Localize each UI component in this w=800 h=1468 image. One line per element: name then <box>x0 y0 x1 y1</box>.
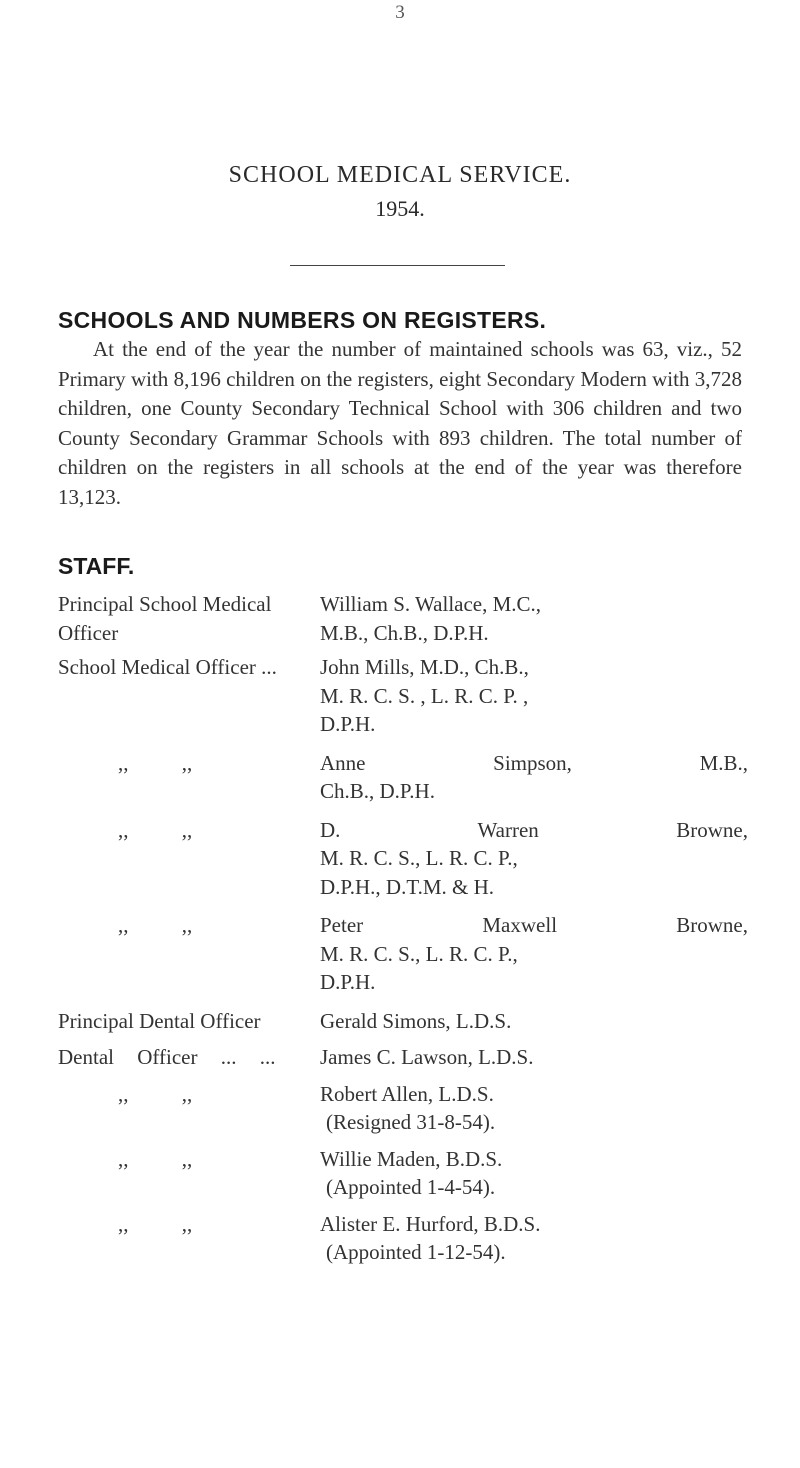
name-line: M. R. C. S. , L. R. C. P. , <box>320 683 529 708</box>
name-line: Peter Maxwell Browne, <box>320 913 748 937</box>
staff-name <box>320 590 748 647</box>
name-line: M. R. C. S., L. R. C. P., <box>320 941 518 966</box>
role-line: Officer <box>58 620 119 645</box>
staff-name <box>320 1043 748 1072</box>
staff-name <box>320 816 748 902</box>
name-note: (Resigned 31-8-54). <box>326 1110 496 1134</box>
schools-heading: SCHOOLS AND NUMBERS ON REGISTERS. <box>58 307 547 333</box>
staff-role <box>58 590 320 647</box>
schools-paragraph: At the end of the year the number of maintained schools was 63, viz., 52 Primary with 8,196 children on the registers, eight Secondary Modern with 3,728 children, one County Secondary Technical School with 306 children and two County Secondary Grammar Schools with 893 children. The total number of children on the registers in all schools at the end of the year was therefore 13,123. <box>58 337 742 509</box>
page-number: 3 <box>395 2 405 23</box>
staff-name <box>320 1007 748 1036</box>
page-title: SCHOOL MEDICAL SERVICE. <box>228 162 572 188</box>
name-line: Robert Allen, L.D.S. <box>320 1081 494 1106</box>
staff-name <box>320 749 748 806</box>
staff-entry <box>58 911 748 997</box>
name-line: William S. Wallace, M.C., <box>320 592 542 616</box>
role-line: Dental Officer ... ... <box>58 1045 276 1069</box>
ditto-mark: ,, ,, <box>118 1081 193 1106</box>
staff-role <box>58 1043 320 1072</box>
staff-role <box>58 911 320 997</box>
staff-role <box>58 1145 320 1202</box>
staff-entry <box>58 1080 748 1137</box>
name-line: Willie Maden, B.D.S. <box>320 1146 503 1171</box>
role-line: Principal Dental Officer <box>58 1008 261 1033</box>
staff-list <box>58 590 748 1277</box>
name-line: D.P.H. <box>320 712 376 736</box>
staff-heading: STAFF. <box>58 553 135 579</box>
staff-entry <box>58 1145 748 1202</box>
role-line: School Medical Officer ... <box>58 655 277 679</box>
staff-name <box>320 653 748 739</box>
staff-entry <box>58 590 748 647</box>
name-note: (Appointed 1-4-54). <box>326 1175 496 1199</box>
staff-role <box>58 653 320 739</box>
ditto-mark: ,, ,, <box>118 1211 193 1236</box>
ditto-mark: ,, ,, <box>118 750 193 775</box>
staff-entry <box>58 816 748 902</box>
divider-rule <box>290 265 505 266</box>
staff-role <box>58 1007 320 1036</box>
staff-entry <box>58 1043 748 1072</box>
page-year: 1954. <box>375 196 425 221</box>
ditto-mark: ,, ,, <box>118 1146 193 1171</box>
staff-entry <box>58 1007 748 1036</box>
staff-role <box>58 816 320 902</box>
name-note: (Appointed 1-12-54). <box>326 1240 506 1264</box>
role-line: Principal School Medical <box>58 592 272 616</box>
staff-role <box>58 1080 320 1137</box>
name-line: M. R. C. S., L. R. C. P., <box>320 846 518 870</box>
staff-entry <box>58 749 748 806</box>
ditto-mark: ,, ,, <box>118 817 193 842</box>
name-line: D.P.H., D.T.M. & H. <box>320 874 495 899</box>
staff-name <box>320 1080 748 1137</box>
staff-name <box>320 1210 748 1267</box>
staff-name <box>320 911 748 997</box>
staff-entry <box>58 653 748 739</box>
name-line: Anne Simpson, M.B., <box>320 750 748 775</box>
staff-name <box>320 1145 748 1202</box>
name-line: Ch.B., D.P.H. <box>320 779 435 803</box>
name-line: John Mills, M.D., Ch.B., <box>320 655 529 679</box>
name-line: D.P.H. <box>320 970 376 994</box>
name-line: D. Warren Browne, <box>320 817 748 842</box>
ditto-mark: ,, ,, <box>118 913 193 937</box>
name-line: Gerald Simons, L.D.S. <box>320 1008 512 1033</box>
name-line: James C. Lawson, L.D.S. <box>320 1045 534 1069</box>
staff-role <box>58 749 320 806</box>
name-line: M.B., Ch.B., D.P.H. <box>320 620 489 645</box>
staff-role <box>58 1210 320 1267</box>
name-line: Alister E. Hurford, B.D.S. <box>320 1211 541 1236</box>
staff-entry <box>58 1210 748 1267</box>
